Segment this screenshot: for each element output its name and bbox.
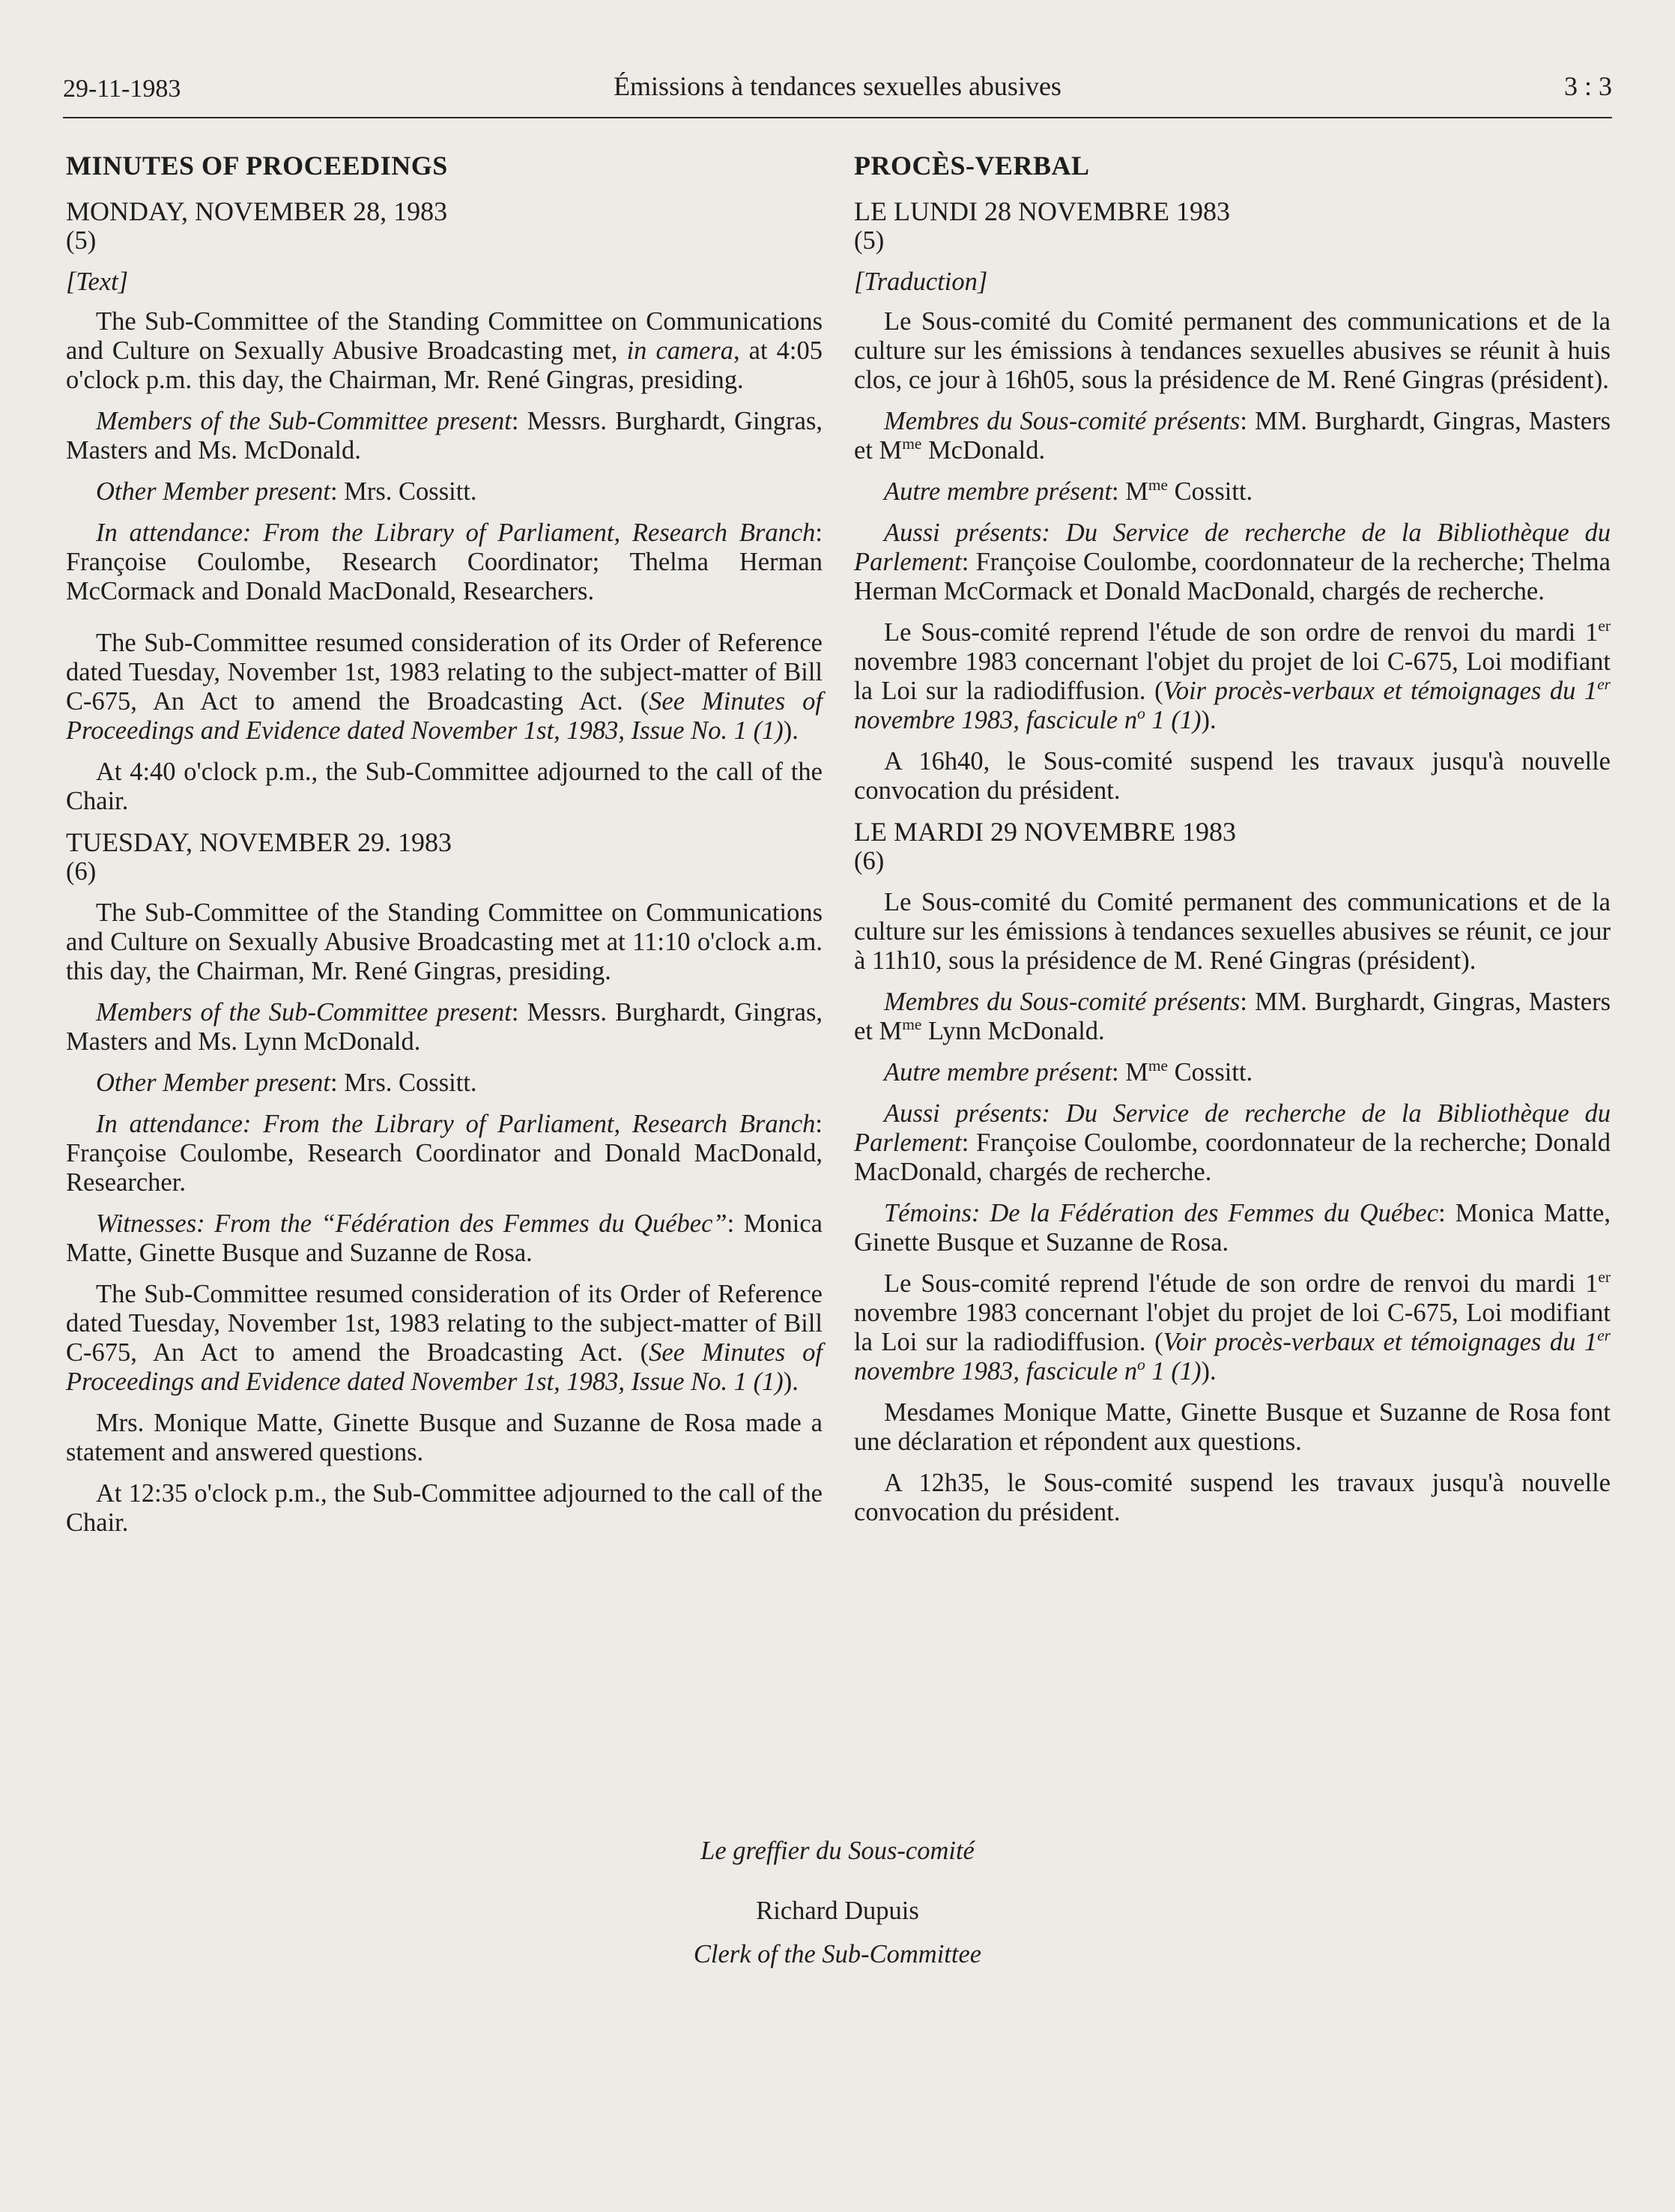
adjournment: At 4:40 o'clock p.m., the Sub-Committee adjourned to the call of the Chair.: [66, 758, 823, 815]
other-member: Other Member present: Mrs. Cossitt.: [96, 477, 477, 506]
witnesses: Témoins: De la Fédération des Femmes du Québec: Monica Matte, Ginette Busque et Suzanne de Rosa.: [854, 1199, 1611, 1257]
translation-tag: [Traduction]: [854, 268, 988, 296]
in-attendance: Aussi présents: Du Service de recherche de la Bibliothèque du Parlement: Françoise Coulombe, coordonnateur de la recherche; Thelma Herman McCormack et Donald MacDonald, chargés de recherche.: [854, 519, 1611, 605]
other-member: Autre membre présent: $M^{me}$ Cossitt.: [884, 475, 1253, 506]
paragraph: Le Sous-comité reprend l'étude de son ordre de renvoi du mardi 1er novembre 1983 concernant l'objet du projet de loi C-675, Loi modifiant la Loi sur la radiodiffusion. (Voir procès-verbaux et témoignages du 1er novembre 1983, fascicule $n^o$ 1 (1)).: [854, 616, 1611, 734]
other-member: Autre membre présent: $M^{me}$ Cossitt.: [884, 1056, 1253, 1087]
french-column: [854, 147, 1611, 1539]
in-attendance: In attendance: From the Library of Parliament, Research Branch: Françoise Coulombe, Research Coordinator and Donald MacDonald, Researcher.: [66, 1110, 823, 1197]
statement: Mesdames Monique Matte, Ginette Busque et Suzanne de Rosa font une déclaration et répondent aux questions.: [854, 1398, 1611, 1456]
meeting-number: (5): [66, 226, 97, 255]
clerk-title-en: Clerk of the Sub-Committee: [693, 1940, 982, 1968]
clerk-title-fr: Le greffier du Sous-comité: [700, 1837, 975, 1865]
paragraph: Le Sous-comité du Comité permanent des communications et de la culture sur les émissions à tendances sexuelles abusives se réunit à huis clos, ce jour à 16h05, sous la présidence de M. René Gingras (président).: [854, 307, 1611, 394]
page-number: 3 : 3: [1563, 71, 1612, 101]
paragraph: The Sub-Committee of the Standing Committee on Communications and Culture on Sexually Abusive Broadcasting met, in camera, at 4:05 o'clock p.m. this day, the Chairman, Mr. René Gingras, presiding.: [66, 307, 823, 394]
paragraph: Le Sous-comité du Comité permanent des communications et de la culture sur les émissions à tendances sexuelles abusives se réunit, ce jour à 11h10, sous la présidence de M. René Gingras (président).: [854, 888, 1611, 975]
meeting-date: TUESDAY, NOVEMBER 29. 1983: [66, 827, 452, 857]
paragraph: The Sub-Committee of the Standing Committee on Communications and Culture on Sexually Abusive Broadcasting met at 11:10 o'clock a.m. this day, the Chairman, Mr. René Gingras, presiding.: [66, 898, 823, 985]
meeting-number: (6): [854, 847, 885, 875]
other-member: Other Member present: Mrs. Cossitt.: [96, 1069, 477, 1097]
signature-block: [0, 1836, 1675, 1983]
meeting-number: (6): [66, 857, 97, 886]
witnesses: Witnesses: From the “Fédération des Femmes du Québec”: Monica Matte, Ginette Busque and Suzanne de Rosa.: [66, 1209, 823, 1267]
header-rule: [63, 117, 1612, 118]
paragraph: Le Sous-comité reprend l'étude de son ordre de renvoi du mardi 1er novembre 1983 concernant l'objet du projet de loi C-675, Loi modifiant la Loi sur la radiodiffusion. (Voir procès-verbaux et témoignages du 1er novembre 1983, fascicule $n^o$ 1 (1)).: [854, 1267, 1611, 1385]
members-present: Membres du Sous-comité présents: MM. Burghardt, Gingras, Masters et $M^{me}$ Lynn McDonald.: [854, 988, 1611, 1045]
adjournment: A 12h35, le Sous-comité suspend les travaux jusqu'à nouvelle convocation du président.: [854, 1469, 1611, 1526]
members-present: Members of the Sub-Committee present: Messrs. Burghardt, Gingras, Masters and Ms. McDonald.: [66, 407, 823, 465]
meeting-date: MONDAY, NOVEMBER 28, 1983: [66, 196, 448, 226]
section-heading: MINUTES OF PROCEEDINGS: [66, 151, 448, 181]
meeting-number: (5): [854, 226, 885, 255]
in-attendance: Aussi présents: Du Service de recherche de la Bibliothèque du Parlement: Françoise Coulombe, coordonnateur de la recherche; Donald MacDonald, chargés de recherche.: [854, 1099, 1611, 1186]
members-present: Membres du Sous-comité présents: MM. Burghardt, Gingras, Masters et $M^{me}$ McDonald.: [854, 407, 1611, 465]
header-date: 29-11-1983: [63, 75, 181, 103]
members-present: Members of the Sub-Committee present: Messrs. Burghardt, Gingras, Masters and Ms. Lynn McDonald.: [66, 998, 823, 1056]
paragraph: The Sub-Committee resumed consideration of its Order of Reference dated Tuesday, November 1st, 1983 relating to the subject-matter of Bill C-675, An Act to amend the Broadcasting Act. (See Minutes of Proceedings and Evidence dated November 1st, 1983, Issue No. 1 (1)).: [66, 1280, 823, 1396]
header-title: Émissions à tendances sexuelles abusives: [614, 71, 1061, 101]
english-column: [66, 147, 823, 1550]
adjournment: At 12:35 o'clock p.m., the Sub-Committee adjourned to the call of the Chair.: [66, 1479, 823, 1537]
adjournment: A 16h40, le Sous-comité suspend les travaux jusqu'à nouvelle convocation du président.: [854, 747, 1611, 805]
meeting-date: LE MARDI 29 NOVEMBRE 1983: [854, 817, 1236, 847]
section-heading: PROCÈS-VERBAL: [854, 151, 1090, 181]
paragraph: The Sub-Committee resumed consideration of its Order of Reference dated Tuesday, November 1st, 1983 relating to the subject-matter of Bill C-675, An Act to amend the Broadcasting Act. (See Minutes of Proceedings and Evidence dated November 1st, 1983, Issue No. 1 (1)).: [66, 629, 823, 745]
statement: Mrs. Monique Matte, Ginette Busque and Suzanne de Rosa made a statement and answered questions.: [66, 1409, 823, 1466]
meeting-date: LE LUNDI 28 NOVEMBRE 1983: [854, 196, 1230, 226]
in-attendance: In attendance: From the Library of Parliament, Research Branch: Françoise Coulombe, Research Coordinator; Thelma Herman McCormack and Donald MacDonald, Researchers.: [66, 519, 823, 605]
text-tag: [Text]: [66, 268, 129, 296]
clerk-name: Richard Dupuis: [756, 1897, 919, 1925]
